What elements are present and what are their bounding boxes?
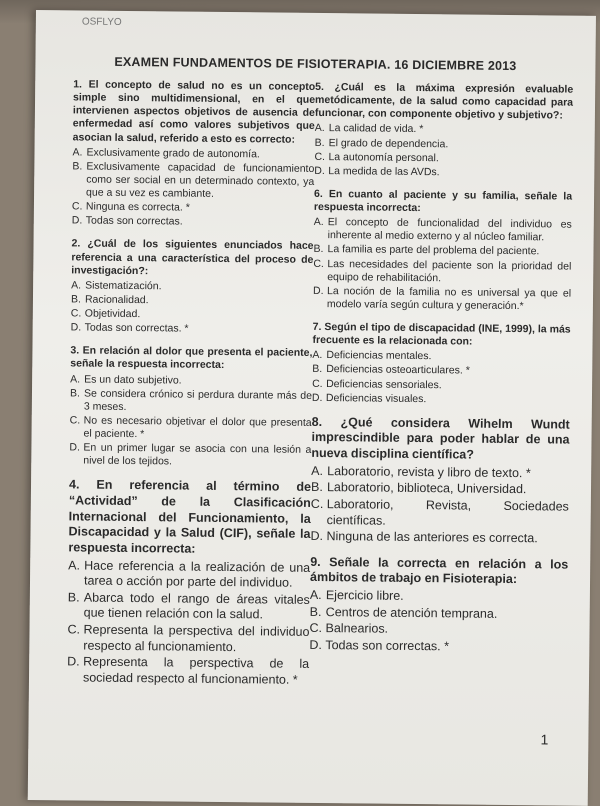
question-block xyxy=(69,345,312,471)
answer-option xyxy=(310,588,568,606)
option-text: Abarca todo el rango de áreas vitales que tienen relación con la salud. xyxy=(83,590,310,622)
option-text: Deficiencias mentales. xyxy=(326,349,432,363)
option-letter: C. xyxy=(71,200,83,213)
question-text: 6. En cuanto al paciente y su familia, señale la respuesta incorrecta: xyxy=(313,187,573,215)
answer-option xyxy=(71,307,313,323)
question-text: 9. Señale la correcta en relación a los ámbitos de trabajo en Fisioterapia: xyxy=(310,554,569,587)
option-text: No es necesario objetivar el dolor que presenta el paciente. * xyxy=(83,414,312,441)
answer-option xyxy=(72,201,314,217)
option-letter: C. xyxy=(312,377,323,390)
option-text: Laboratorio, biblioteca, Universidad. xyxy=(326,480,527,497)
answer-option xyxy=(312,377,570,393)
option-letter: B. xyxy=(310,480,323,495)
answer-option xyxy=(71,279,313,295)
option-letter: B. xyxy=(312,363,323,376)
answer-option xyxy=(68,590,310,624)
option-text: Deficiencias visuales. xyxy=(325,391,427,405)
option-text: El grado de dependencia. xyxy=(328,136,449,150)
option-letter: B. xyxy=(67,590,80,605)
option-text: Ninguna de las anteriores es correcta. xyxy=(326,529,538,546)
answer-option xyxy=(311,480,569,498)
option-letter: D. xyxy=(311,391,323,404)
option-letter: D. xyxy=(71,214,83,227)
option-text: Exclusivamente capacidad de funcionamiento como ser social en un determinado contexto, ya que a su vez es cambiante. xyxy=(86,160,315,200)
answer-option xyxy=(69,414,311,443)
option-text: El concepto de funcionalidad del individuo es inherente al medio externo y al núcleo familiar. xyxy=(327,216,572,244)
answer-option xyxy=(68,558,310,592)
answer-option xyxy=(69,441,311,470)
question-text: 3. En relación al dolor que presenta el paciente, señale la respuesta incorrecta: xyxy=(70,344,313,372)
answer-option xyxy=(314,151,572,167)
question-block xyxy=(314,81,573,181)
answer-option xyxy=(72,146,314,162)
option-letter: D. xyxy=(310,529,324,544)
option-letter: A. xyxy=(309,587,322,603)
option-text: Deficiencias sensoriales. xyxy=(326,377,442,391)
option-letter: C. xyxy=(69,414,81,427)
option-text: Objetividad. xyxy=(84,307,141,321)
option-text: La familia es parte del problema del paciente. xyxy=(327,243,540,258)
option-letter: A. xyxy=(68,557,81,572)
option-text: Deficiencias osteoarticulares. * xyxy=(326,363,470,377)
option-text: Laboratorio, revista y libro de texto. * xyxy=(327,463,531,480)
option-letter: A. xyxy=(71,279,82,292)
option-text: Se considera crónico si perdura durante más de 3 meses. xyxy=(83,387,313,413)
question-text: 7. Según el tipo de discapacidad (INE, 1999), la más frecuente es la relacionada con: xyxy=(312,320,571,348)
answer-option xyxy=(309,638,567,656)
page-number: 1 xyxy=(540,731,549,748)
option-text: La noción de la familia no es universal ya que el modelo varía según cultura y generación.* xyxy=(326,284,572,312)
option-text: La autonomía personal. xyxy=(328,150,439,164)
answer-option xyxy=(312,392,570,408)
option-text: Ejercicio libre. xyxy=(325,588,404,603)
question-text: 4. En referencia al término de “Actividad” de la Clasificación Internacional del Funcionamiento, la Discapacidad y la Salud (CIF), señale la respuesta incorrecta: xyxy=(68,477,312,556)
question-text: 2. ¿Cuál de los siguientes enunciados hace referencia a una característica del proceso de investigación?: xyxy=(71,237,314,277)
answer-option xyxy=(67,622,309,656)
option-letter: D. xyxy=(67,654,80,669)
option-text: Todas son correctas. * xyxy=(84,321,189,335)
option-letter: B. xyxy=(314,136,325,149)
answer-option xyxy=(314,165,572,181)
option-text: La calidad de vida. * xyxy=(328,122,424,136)
answer-option xyxy=(312,349,570,365)
question-text: 8. ¿Qué considera Wihelm Wundt imprescindible para poder hablar de una nueva disciplina científica? xyxy=(311,414,570,462)
option-letter: D. xyxy=(313,284,324,297)
option-letter: B. xyxy=(69,387,80,400)
answer-option xyxy=(313,243,571,259)
option-text: Hace referencia a la realización de una tarea o acción por parte del individuo. xyxy=(83,558,311,590)
answer-option xyxy=(313,257,571,286)
option-letter: B. xyxy=(70,293,81,306)
answer-option xyxy=(310,605,568,623)
question-block xyxy=(309,555,568,656)
answer-option xyxy=(310,529,568,547)
option-text: Todas son correctas. * xyxy=(325,637,450,654)
right-column xyxy=(309,81,573,666)
option-text: Racionalidad. xyxy=(84,293,149,307)
option-text: Representa la perspectiva del individuo respecto al funcionamiento. xyxy=(83,622,310,654)
answer-option xyxy=(71,293,313,309)
option-letter: D. xyxy=(69,441,80,454)
option-letter: C. xyxy=(314,150,326,163)
option-text: Las necesidades del paciente son la prioridad del equipo de rehabilitación. xyxy=(327,257,572,284)
answer-option xyxy=(311,464,569,482)
option-letter: C. xyxy=(313,257,324,270)
option-text: Es un dato subjetivo. xyxy=(84,373,182,387)
option-letter: B. xyxy=(72,160,83,173)
answer-option xyxy=(312,363,570,379)
exam-sheet xyxy=(28,10,596,806)
answer-option xyxy=(70,387,312,416)
option-text: Exclusivamente grado de autonomía. xyxy=(86,146,260,160)
option-text: Centros de atención temprana. xyxy=(325,604,498,621)
answer-option xyxy=(313,285,571,314)
question-text: 5. ¿Cuál es la máxima expresión evaluable metódicamente, de la salud como capacidad para funcionar, con componente objetivo y subjetivo?: xyxy=(314,80,574,122)
option-text: Todas son correctas. xyxy=(85,214,183,228)
option-letter: A. xyxy=(72,146,83,159)
option-letter: A. xyxy=(313,216,324,229)
question-text: 1. El concepto de salud no es un concepto simple sino multidimensional, en el que intervienen aspectos objetivos de ausencia de enfermedad así como valores subjetivos que asocian la salud, referido a esto es correcto: xyxy=(72,78,316,146)
option-letter: D. xyxy=(70,321,82,334)
answer-option xyxy=(315,136,573,152)
option-letter: A. xyxy=(314,122,325,135)
option-letter: C. xyxy=(309,621,323,636)
answer-option xyxy=(72,215,314,231)
answer-option xyxy=(71,322,313,338)
answer-option xyxy=(70,373,312,389)
exam-title: EXAMEN FUNDAMENTOS DE FISIOTERAPIA. 16 DICIEMBRE 2013 xyxy=(114,54,517,74)
question-block xyxy=(71,238,314,337)
option-text: Laboratorio, Revista, Sociedades científicas. xyxy=(326,496,569,528)
option-text: Balnearios. xyxy=(325,621,389,636)
corner-text: OSFLYO xyxy=(81,16,122,28)
answer-option xyxy=(309,621,567,639)
option-text: Representa la perspectiva de la sociedad respecto al funcionamiento. * xyxy=(82,654,310,687)
option-letter: D. xyxy=(314,164,325,177)
option-text: Ninguna es correcta. * xyxy=(85,200,190,214)
answer-option xyxy=(315,122,573,138)
left-column xyxy=(67,78,315,698)
answer-option xyxy=(314,216,572,245)
option-text: Sistematización. xyxy=(85,279,162,293)
option-letter: B. xyxy=(309,604,322,619)
option-text: En un primer lugar se asocia con una lesión a nivel de los tejidos. xyxy=(83,441,312,468)
question-block xyxy=(313,188,572,314)
option-letter: C. xyxy=(310,496,324,511)
option-letter: D. xyxy=(309,637,322,652)
option-letter: C. xyxy=(67,622,81,637)
question-block xyxy=(310,415,569,548)
question-block xyxy=(67,478,311,689)
option-letter: A. xyxy=(311,463,324,478)
answer-option xyxy=(311,497,569,531)
answer-option xyxy=(67,655,309,689)
option-letter: A. xyxy=(70,372,81,385)
option-letter: A. xyxy=(312,349,323,362)
option-letter: C. xyxy=(70,307,82,320)
question-block xyxy=(72,78,316,230)
option-letter: B. xyxy=(313,243,324,256)
answer-option xyxy=(72,160,314,202)
question-block xyxy=(312,321,571,407)
option-text: La medida de las AVDs. xyxy=(328,164,440,178)
